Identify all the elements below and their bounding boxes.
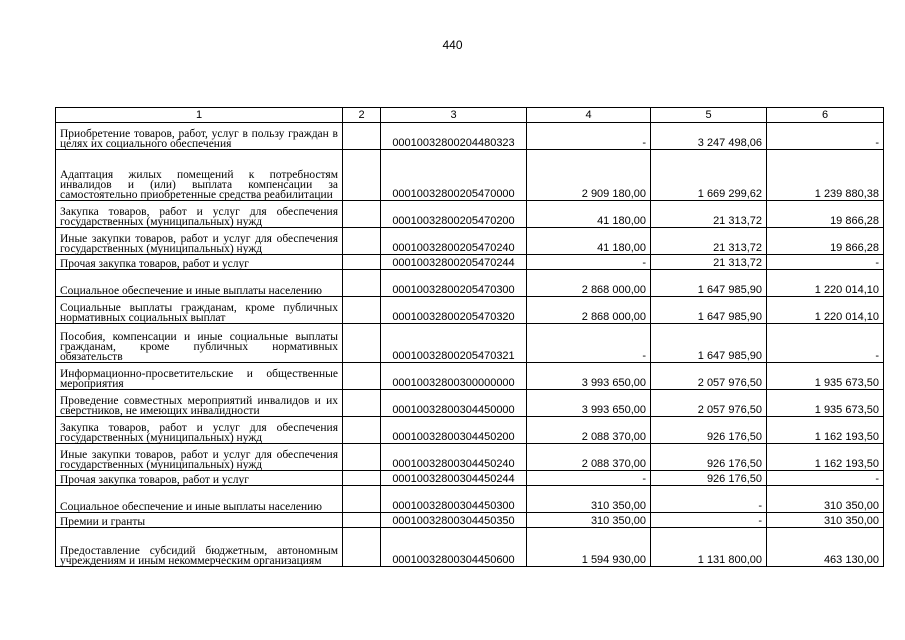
table-row	[56, 228, 884, 255]
row-name-cell: Прочая закупка товаров, работ и услуг	[56, 255, 343, 270]
row-name-cell: Социальное обеспечение и иные выплаты населению	[56, 270, 343, 297]
row-code-cell: 00010032800304450600	[381, 528, 527, 567]
row-col4-value: 1 594 930,00	[527, 528, 651, 567]
row-col2-cell	[343, 390, 381, 417]
row-name-cell: Социальное обеспечение и иные выплаты населению	[56, 486, 343, 513]
row-col4-value: 2 088 370,00	[527, 444, 651, 471]
row-col6-value: 1 220 014,10	[767, 297, 884, 324]
row-col6-value: 1 162 193,50	[767, 444, 884, 471]
row-name-cell: Иные закупки товаров, работ и услуг для обеспечения государственных (муниципальных) нужд	[56, 444, 343, 471]
table-row	[56, 513, 884, 528]
row-name-cell: Премии и гранты	[56, 513, 343, 528]
row-col6-value: 1 162 193,50	[767, 417, 884, 444]
row-col2-cell	[343, 444, 381, 471]
row-col2-cell	[343, 417, 381, 444]
row-col5-value: 21 313,72	[651, 228, 767, 255]
row-name-cell: Пособия, компенсации и иные социальные выплаты гражданам, кроме публичных нормативных обязательств	[56, 324, 343, 363]
row-col4-value: -	[527, 324, 651, 363]
row-col4-value: 2 868 000,00	[527, 297, 651, 324]
row-col2-cell	[343, 513, 381, 528]
row-name-cell: Проведение совместных мероприятий инвалидов и их сверстников, не имеющих инвалидности	[56, 390, 343, 417]
row-col2-cell	[343, 255, 381, 270]
table-row	[56, 150, 884, 201]
row-col5-value: 2 057 976,50	[651, 390, 767, 417]
table-row	[56, 417, 884, 444]
row-col6-value: 1 239 880,38	[767, 150, 884, 201]
row-col4-value: 310 350,00	[527, 486, 651, 513]
row-col2-cell	[343, 228, 381, 255]
row-col4-value: 41 180,00	[527, 201, 651, 228]
row-code-cell: 00010032800304450000	[381, 390, 527, 417]
row-code-cell: 00010032800205470244	[381, 255, 527, 270]
row-col5-value: 926 176,50	[651, 417, 767, 444]
row-col5-value: 1 131 800,00	[651, 528, 767, 567]
row-code-cell: 00010032800205470320	[381, 297, 527, 324]
budget-table	[55, 107, 884, 567]
page-number: 440	[442, 38, 463, 52]
table-row	[56, 123, 884, 150]
table-row	[56, 201, 884, 228]
table-row	[56, 270, 884, 297]
row-col5-value: 1 669 299,62	[651, 150, 767, 201]
row-col4-value: 41 180,00	[527, 228, 651, 255]
row-code-cell: 00010032800205470321	[381, 324, 527, 363]
table-header-row	[56, 108, 884, 123]
row-col4-value: 2 088 370,00	[527, 417, 651, 444]
row-code-cell: 00010032800300000000	[381, 363, 527, 390]
row-col2-cell	[343, 471, 381, 486]
row-code-cell: 00010032800304450300	[381, 486, 527, 513]
row-col6-value: 1 935 673,50	[767, 390, 884, 417]
row-col5-value: 1 647 985,90	[651, 297, 767, 324]
row-col4-value: -	[527, 471, 651, 486]
row-col6-value: -	[767, 255, 884, 270]
table-row	[56, 444, 884, 471]
row-code-cell: 00010032800205470000	[381, 150, 527, 201]
row-code-cell: 00010032800304450244	[381, 471, 527, 486]
row-col5-value: 926 176,50	[651, 471, 767, 486]
row-col6-value: -	[767, 471, 884, 486]
row-name-cell: Адаптация жилых помещений к потребностям инвалидов и (или) выплата компенсации за самостоятельно приобретенные средства реабилитации	[56, 150, 343, 201]
row-col5-value: 1 647 985,90	[651, 324, 767, 363]
row-code-cell: 00010032800204480323	[381, 123, 527, 150]
table-row	[56, 363, 884, 390]
table-row	[56, 255, 884, 270]
row-col2-cell	[343, 123, 381, 150]
column-header-4: 4	[527, 108, 651, 123]
column-header-6: 6	[767, 108, 884, 123]
row-col5-value: 1 647 985,90	[651, 270, 767, 297]
row-col6-value: -	[767, 324, 884, 363]
row-col2-cell	[343, 297, 381, 324]
row-col6-value: 310 350,00	[767, 486, 884, 513]
row-col4-value: -	[527, 255, 651, 270]
row-col6-value: 19 866,28	[767, 228, 884, 255]
row-col5-value: 926 176,50	[651, 444, 767, 471]
column-header-2: 2	[343, 108, 381, 123]
column-header-1: 1	[56, 108, 343, 123]
table-row	[56, 390, 884, 417]
row-col5-value: -	[651, 513, 767, 528]
row-code-cell: 00010032800304450350	[381, 513, 527, 528]
row-col2-cell	[343, 528, 381, 567]
row-code-cell: 00010032800205470200	[381, 201, 527, 228]
row-col6-value: 463 130,00	[767, 528, 884, 567]
table-row	[56, 486, 884, 513]
row-name-cell: Закупка товаров, работ и услуг для обеспечения государственных (муниципальных) нужд	[56, 201, 343, 228]
row-col5-value: 21 313,72	[651, 201, 767, 228]
row-code-cell: 00010032800304450200	[381, 417, 527, 444]
column-header-5: 5	[651, 108, 767, 123]
row-name-cell: Прочая закупка товаров, работ и услуг	[56, 471, 343, 486]
row-col4-value: 3 993 650,00	[527, 363, 651, 390]
row-col2-cell	[343, 201, 381, 228]
row-name-cell: Социальные выплаты гражданам, кроме публичных нормативных социальных выплат	[56, 297, 343, 324]
row-name-cell: Приобретение товаров, работ, услуг в пользу граждан в целях их социального обеспечения	[56, 123, 343, 150]
row-col6-value: 310 350,00	[767, 513, 884, 528]
row-code-cell: 00010032800304450240	[381, 444, 527, 471]
row-col6-value: 19 866,28	[767, 201, 884, 228]
row-col2-cell	[343, 486, 381, 513]
row-code-cell: 00010032800205470300	[381, 270, 527, 297]
table-row	[56, 297, 884, 324]
row-name-cell: Информационно-просветительские и общественные мероприятия	[56, 363, 343, 390]
row-col5-value: 2 057 976,50	[651, 363, 767, 390]
row-col4-value: 2 868 000,00	[527, 270, 651, 297]
row-col2-cell	[343, 270, 381, 297]
row-col6-value: 1 220 014,10	[767, 270, 884, 297]
row-col5-value: 21 313,72	[651, 255, 767, 270]
table-row	[56, 324, 884, 363]
row-name-cell: Иные закупки товаров, работ и услуг для обеспечения государственных (муниципальных) нужд	[56, 228, 343, 255]
row-col2-cell	[343, 150, 381, 201]
row-col2-cell	[343, 363, 381, 390]
row-col4-value: -	[527, 123, 651, 150]
row-name-cell: Закупка товаров, работ и услуг для обеспечения государственных (муниципальных) нужд	[56, 417, 343, 444]
row-col5-value: -	[651, 486, 767, 513]
row-col4-value: 2 909 180,00	[527, 150, 651, 201]
table-row	[56, 471, 884, 486]
row-col4-value: 310 350,00	[527, 513, 651, 528]
row-code-cell: 00010032800205470240	[381, 228, 527, 255]
column-header-3: 3	[381, 108, 527, 123]
row-col6-value: 1 935 673,50	[767, 363, 884, 390]
row-name-cell: Предоставление субсидий бюджетным, автономным учреждениям и иным некоммерческим организациям	[56, 528, 343, 567]
row-col6-value: -	[767, 123, 884, 150]
table-row	[56, 528, 884, 567]
row-col5-value: 3 247 498,06	[651, 123, 767, 150]
row-col4-value: 3 993 650,00	[527, 390, 651, 417]
row-col2-cell	[343, 324, 381, 363]
